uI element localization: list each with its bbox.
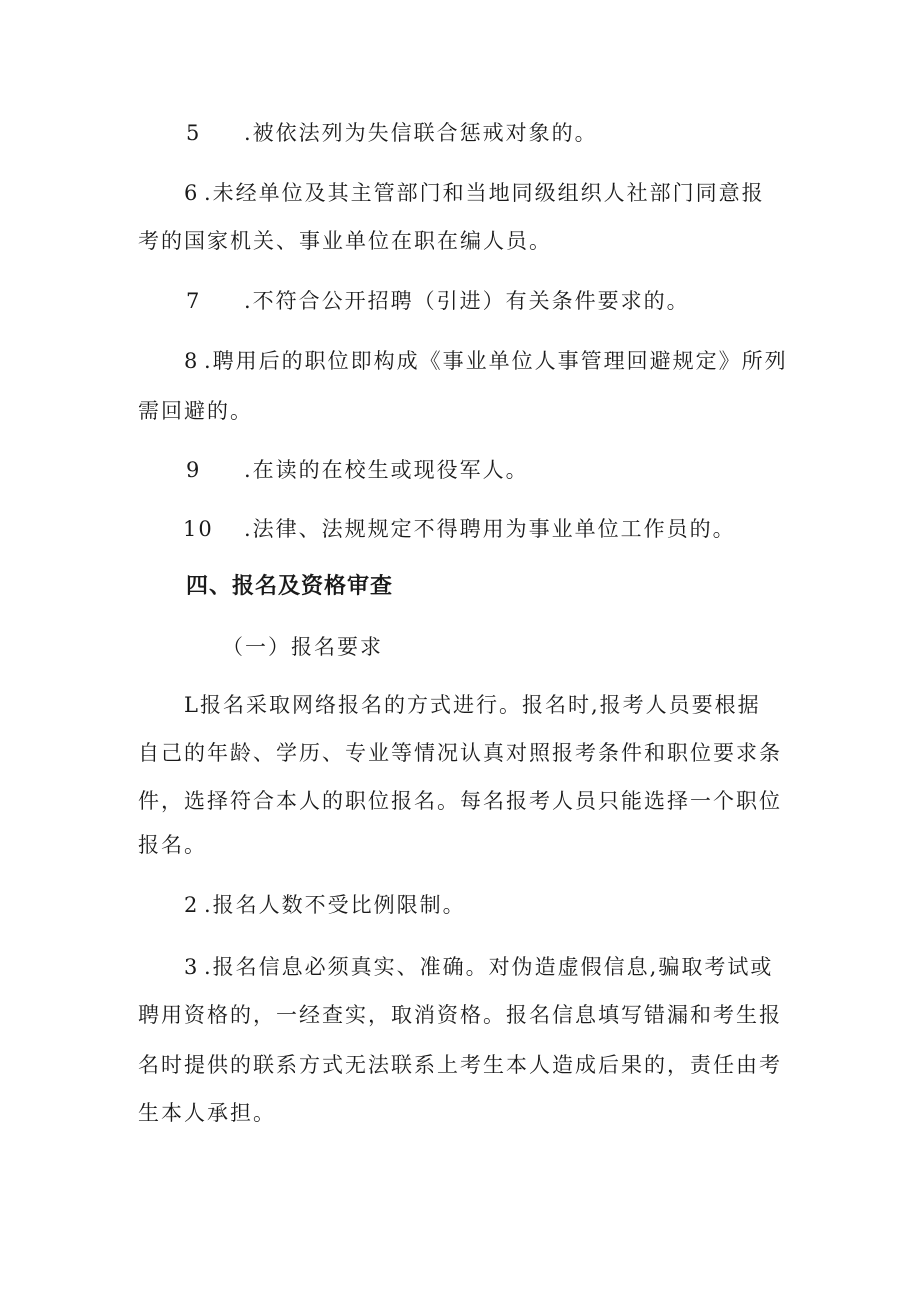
list-item-number: 7 <box>186 289 202 313</box>
list-item-9 <box>186 455 846 485</box>
paragraph-1-line-1: L报名采取网络报名的方式进行。报名时,报考人员要根据 <box>184 693 761 717</box>
list-item-text: .聘用后的职位即构成《事业单位人事管理回避规定》所列 <box>204 349 788 373</box>
paragraph-1-line-3: 件，选择符合本人的职位报名。每名报考人员只能选择一个职位 <box>138 789 782 813</box>
list-item-text: .在读的在校生或现役军人。 <box>244 458 529 482</box>
list-item-6-continuation: 考的国家机关、事业单位在职在编人员。 <box>138 229 552 253</box>
section-heading: 四、报名及资格审查 <box>186 574 394 599</box>
list-item-5 <box>186 118 846 148</box>
list-item-number: 6 <box>184 181 200 205</box>
list-item-text: .法律、法规规定不得聘用为事业单位工作员的。 <box>244 517 736 541</box>
list-item-number: 5 <box>186 121 202 145</box>
list-item-number: 8 <box>184 349 200 373</box>
paragraph-3-line-3: 名时提供的联系方式无法联系上考生本人造成后果的，责任由考 <box>138 1053 782 1077</box>
list-item-7 <box>186 286 846 316</box>
paragraph-1-line-2: 自己的年龄、学历、专业等情况认真对照报考条件和职位要求条 <box>138 741 782 765</box>
list-item-6 <box>184 178 844 208</box>
list-item-text: .未经单位及其主管部门和当地同级组织人社部门同意报 <box>204 181 765 205</box>
paragraph-3-line-1 <box>184 952 844 982</box>
paragraph-text: .报名人数不受比例限制。 <box>204 893 466 917</box>
list-item-8 <box>184 346 844 376</box>
paragraph-text: .报名信息必须真实、准确。对伪造虚假信息,骗取考试或 <box>204 955 774 979</box>
paragraph-3-line-4: 生本人承担。 <box>138 1101 276 1125</box>
list-item-number: 10 <box>183 517 214 541</box>
list-item-number: 9 <box>186 458 202 482</box>
paragraph-number: 3 <box>184 955 200 979</box>
paragraph-number: 2 <box>184 893 200 917</box>
subheading: （一）报名要求 <box>222 635 383 659</box>
paragraph-2 <box>184 890 844 920</box>
paragraph-1-line-4: 报名。 <box>138 833 207 857</box>
list-item-text: .被依法列为失信联合惩戒对象的。 <box>244 121 598 145</box>
list-item-text: .不符合公开招聘（引进）有关条件要求的。 <box>244 289 690 313</box>
paragraph-3-line-2: 聘用资格的，一经查实，取消资格。报名信息填写错漏和考生报 <box>138 1003 782 1027</box>
list-item-10 <box>183 514 843 544</box>
list-item-8-continuation: 需回避的。 <box>138 399 253 423</box>
